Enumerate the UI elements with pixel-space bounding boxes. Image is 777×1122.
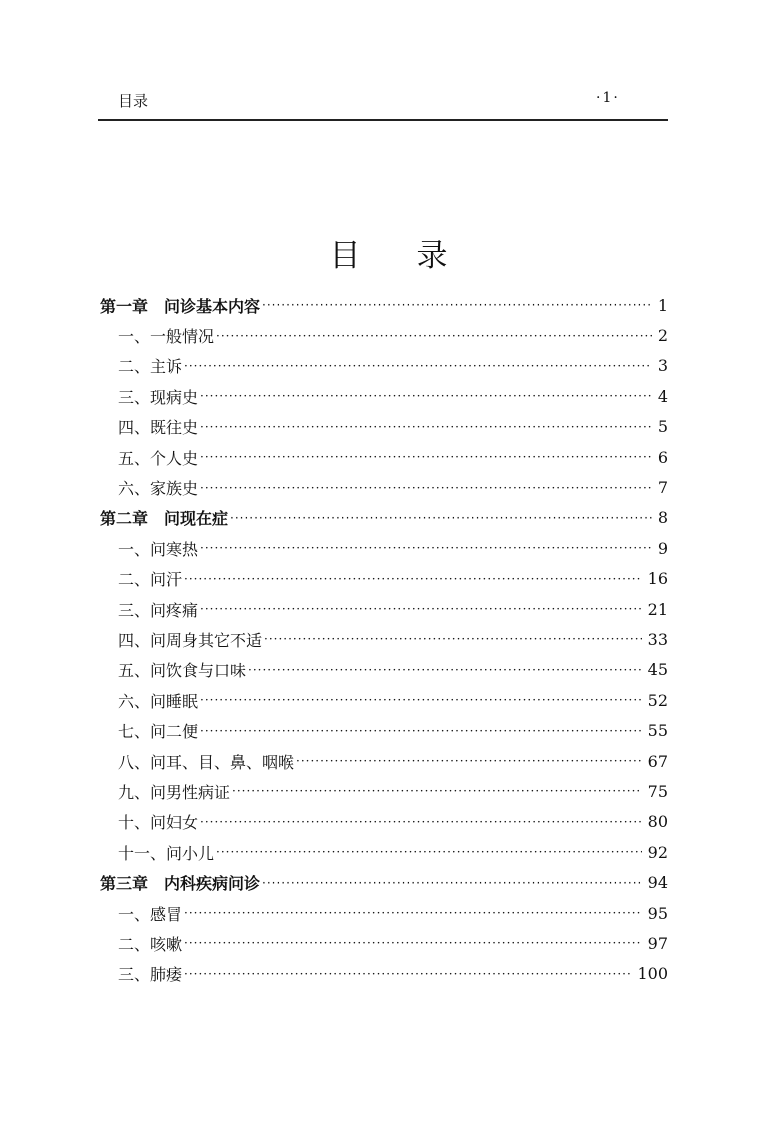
dot-leader <box>262 298 652 312</box>
entry-label: 问诊基本内容 <box>164 296 261 316</box>
toc-section-entry[interactable] <box>100 594 668 624</box>
entry-page-number: 67 <box>647 751 668 771</box>
dot-leader <box>248 663 642 677</box>
entry-label: 三、肺痿 <box>118 965 183 985</box>
page-title-char: 目 <box>329 238 361 274</box>
dot-leader <box>200 815 642 829</box>
dot-leader <box>230 511 652 525</box>
toc-chapter-entry[interactable] <box>100 503 668 533</box>
entry-page-number: 94 <box>647 873 668 893</box>
dot-leader <box>264 632 642 646</box>
toc-section-entry[interactable] <box>100 442 668 472</box>
entry-label: 九、问男性病证 <box>118 782 231 802</box>
entry-label: 四、问周身其它不适 <box>118 630 263 650</box>
dot-leader <box>184 967 631 981</box>
entry-page-number: 8 <box>657 508 668 528</box>
entry-label: 一、感冒 <box>118 904 183 924</box>
toc-section-entry[interactable] <box>100 746 668 776</box>
dot-leader <box>232 784 642 798</box>
dot-leader <box>262 876 642 890</box>
entry-page-number: 7 <box>657 478 668 498</box>
entry-label: 六、家族史 <box>118 479 199 499</box>
entry-label: 二、问汗 <box>118 570 183 590</box>
entry-page-number: 16 <box>647 569 668 589</box>
toc-section-entry[interactable] <box>100 381 668 411</box>
toc-section-entry[interactable] <box>100 351 668 381</box>
dot-leader <box>200 541 652 555</box>
toc-section-entry[interactable] <box>100 776 668 806</box>
dot-leader <box>200 450 652 464</box>
running-header-title: 目录 <box>118 92 149 110</box>
toc-section-entry[interactable] <box>100 533 668 563</box>
toc-section-entry[interactable] <box>100 320 668 350</box>
toc-section-entry[interactable] <box>100 715 668 745</box>
toc-chapter-entry[interactable] <box>100 867 668 897</box>
entry-label: 一、问寒热 <box>118 539 199 559</box>
toc-section-entry[interactable] <box>100 685 668 715</box>
chapter-number: 第二章 <box>100 509 149 529</box>
entry-page-number: 33 <box>647 629 668 649</box>
entry-page-number: 9 <box>657 538 668 558</box>
entry-label: 四、既往史 <box>118 418 199 438</box>
entry-label: 问现在症 <box>164 509 229 529</box>
entry-page-number: 21 <box>647 599 668 619</box>
dot-leader <box>200 724 642 738</box>
page-title <box>0 230 777 275</box>
chapter-number: 第一章 <box>100 296 149 316</box>
toc-section-entry[interactable] <box>100 928 668 958</box>
entry-label: 八、问耳、目、鼻、咽喉 <box>118 752 295 772</box>
dot-leader <box>184 936 642 950</box>
entry-page-number: 95 <box>647 903 668 923</box>
entry-label: 十一、问小儿 <box>118 843 215 863</box>
entry-page-number: 52 <box>647 690 668 710</box>
entry-page-number: 97 <box>647 933 668 953</box>
entry-page-number: 100 <box>637 964 668 984</box>
entry-page-number: 1 <box>657 295 668 315</box>
page-title-char: 录 <box>416 238 448 274</box>
dot-leader <box>216 329 652 343</box>
toc-section-entry[interactable] <box>100 564 668 594</box>
table-of-contents <box>100 290 668 989</box>
toc-section-entry[interactable] <box>100 655 668 685</box>
entry-label: 十、问妇女 <box>118 813 199 833</box>
dot-leader <box>200 420 652 434</box>
entry-label: 内科疾病问诊 <box>164 874 261 894</box>
dot-leader <box>184 572 642 586</box>
entry-label: 五、问饮食与口味 <box>118 661 247 681</box>
toc-section-entry[interactable] <box>100 959 668 989</box>
entry-page-number: 3 <box>657 356 668 376</box>
entry-label: 七、问二便 <box>118 722 199 742</box>
running-header-page-number: ·1· <box>596 90 620 106</box>
dot-leader <box>200 481 652 495</box>
entry-page-number: 45 <box>647 660 668 680</box>
entry-page-number: 4 <box>657 386 668 406</box>
dot-leader <box>200 389 652 403</box>
entry-page-number: 75 <box>647 781 668 801</box>
toc-section-entry[interactable] <box>100 807 668 837</box>
header-rule <box>98 119 668 121</box>
entry-label: 三、现病史 <box>118 387 199 407</box>
dot-leader <box>216 845 642 859</box>
toc-section-entry[interactable] <box>100 412 668 442</box>
entry-label: 一、一般情况 <box>118 327 215 347</box>
dot-leader <box>184 359 652 373</box>
entry-page-number: 80 <box>647 812 668 832</box>
entry-page-number: 6 <box>657 447 668 467</box>
toc-chapter-entry[interactable] <box>100 290 668 320</box>
entry-label: 二、主诉 <box>118 357 183 377</box>
toc-section-entry[interactable] <box>100 472 668 502</box>
dot-leader <box>200 693 642 707</box>
dot-leader <box>184 906 642 920</box>
entry-label: 五、个人史 <box>118 448 199 468</box>
entry-page-number: 55 <box>647 721 668 741</box>
entry-label: 二、咳嗽 <box>118 934 183 954</box>
toc-section-entry[interactable] <box>100 837 668 867</box>
toc-section-entry[interactable] <box>100 624 668 654</box>
entry-page-number: 92 <box>647 842 668 862</box>
dot-leader <box>296 754 642 768</box>
toc-section-entry[interactable] <box>100 898 668 928</box>
entry-label: 三、问疼痛 <box>118 600 199 620</box>
entry-page-number: 2 <box>657 326 668 346</box>
entry-page-number: 5 <box>657 417 668 437</box>
dot-leader <box>200 602 642 616</box>
entry-label: 六、问睡眠 <box>118 691 199 711</box>
chapter-number: 第三章 <box>100 874 149 894</box>
